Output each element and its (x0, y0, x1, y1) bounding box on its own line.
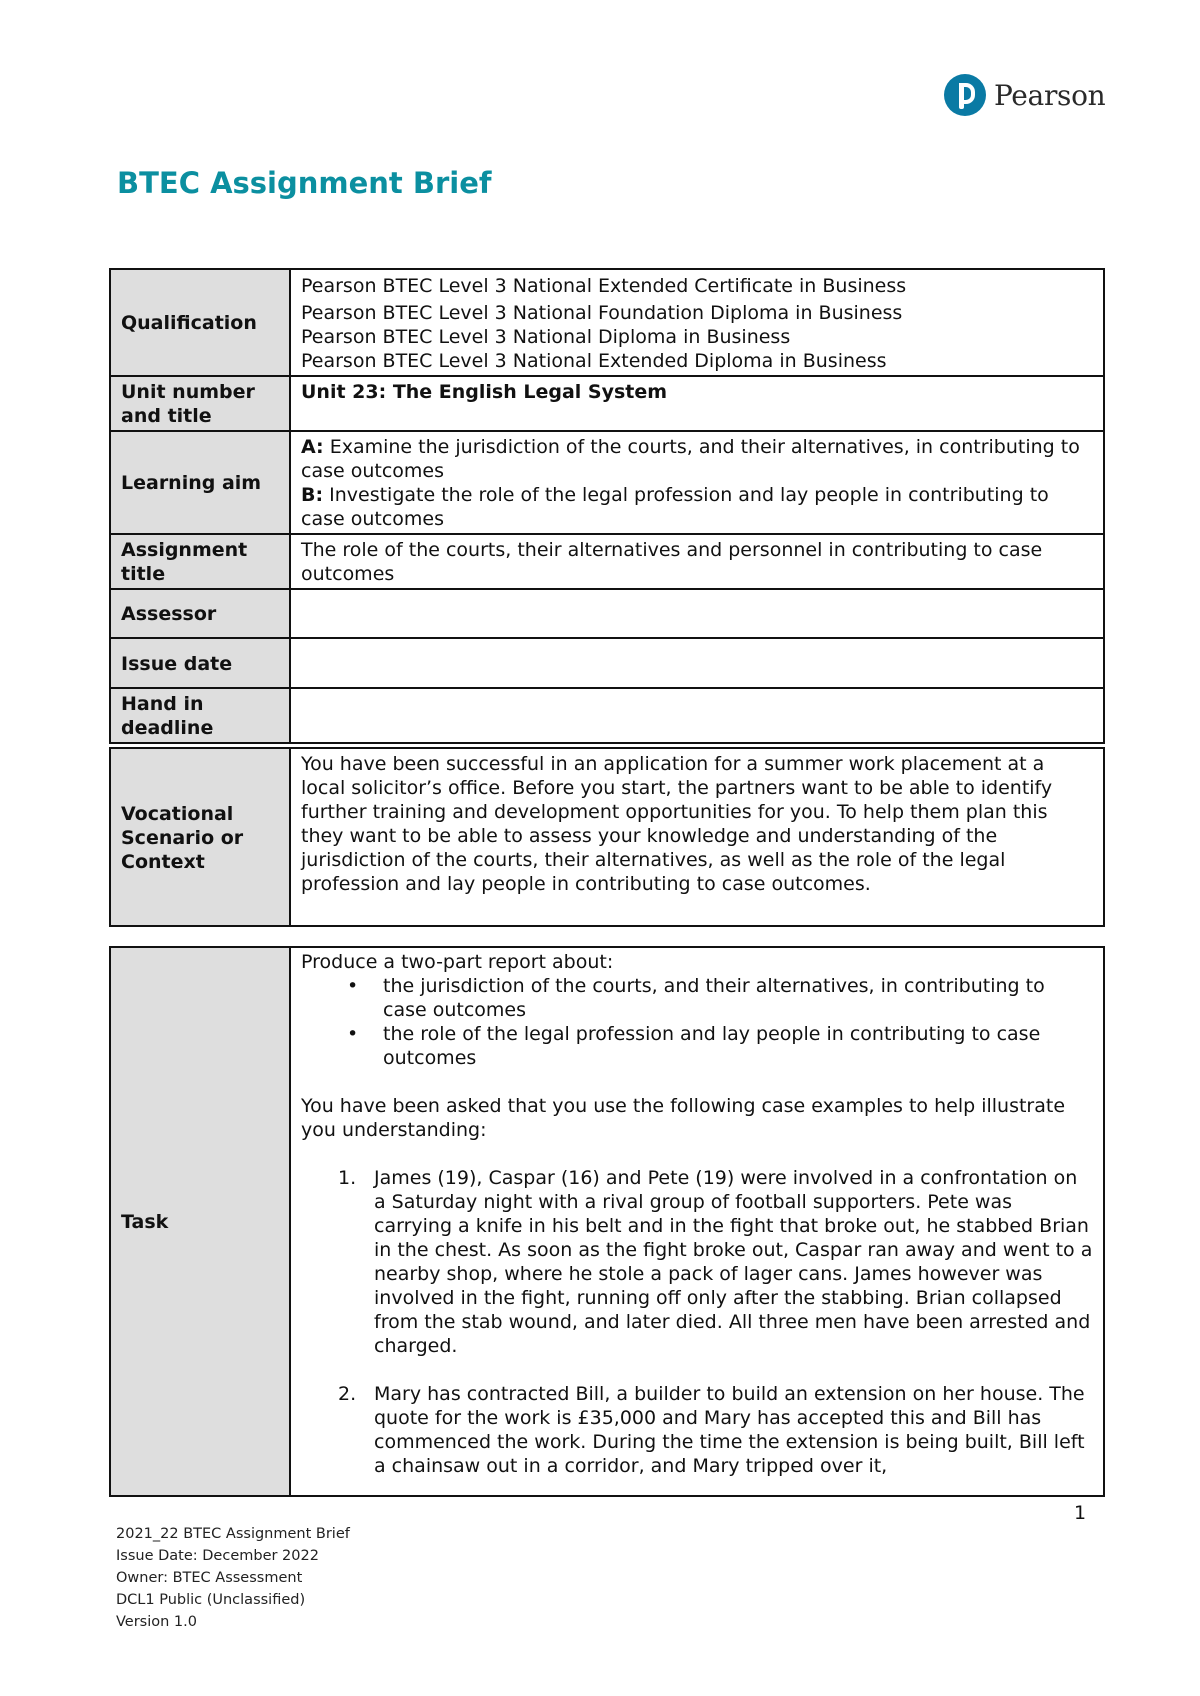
scenario-table (109, 747, 1105, 927)
qualification-line: Pearson BTEC Level 3 National Foundation Diploma in Business (301, 302, 903, 324)
pearson-p-icon (944, 74, 986, 116)
case-number: 2. (338, 1383, 357, 1405)
issue-date-label: Issue date (110, 638, 290, 688)
page-title: BTEC Assignment Brief (117, 166, 492, 200)
learning-aim-label: Learning aim (110, 431, 290, 534)
task-label: Task (110, 947, 290, 1496)
task-content (290, 947, 1104, 1496)
case-text: James (19), Caspar (16) and Pete (19) were involved in a confrontation on a Saturday night with a rival group of football supporters. Pete was carrying a knife in his belt and in the fight that broke out, he stabbed Brian in the chest. As soon as the fight broke out, Caspar ran away and went to a nearby shop, where he stole a pack of lager cans. James however was involved in the fight, running off only after the stabbing. Brian collapsed from the stab wound, and later died. All three men have been arrested and charged. (374, 1167, 1093, 1357)
learning-aim-value (290, 431, 1104, 534)
scenario-label: Vocational Scenario or Context (110, 748, 290, 926)
assignment-title-label: Assignment title (110, 534, 290, 589)
case-number: 1. (338, 1167, 357, 1189)
cases-intro: You have been asked that you use the following case examples to help illustrate you understanding: (301, 1095, 1066, 1141)
list-item: • the jurisdiction of the courts, and their alternatives, in contributing to case outcomes (383, 974, 1094, 1022)
footer-line: Version 1.0 (116, 1614, 197, 1630)
task-bullet-list (301, 974, 1094, 1070)
footer-line: 2021_22 BTEC Assignment Brief (116, 1526, 350, 1542)
issue-date-value[interactable] (290, 638, 1104, 688)
qualification-label: Qualification (110, 269, 290, 376)
task-intro: Produce a two-part report about: (301, 951, 614, 973)
qualification-value (290, 269, 1104, 376)
case-text: Mary has contracted Bill, a builder to build an extension on her house. The quote for the work is £35,000 and Mary has accepted this and Bill has commenced the work. During the time the extension is being built, Bill left a chainsaw out in a corridor, and Mary tripped over it, (374, 1383, 1085, 1477)
case-list (301, 1166, 1094, 1478)
page-number: 1 (1074, 1502, 1087, 1524)
info-table (109, 268, 1105, 744)
assignment-title-value: The role of the courts, their alternatives and personnel in contributing to case outcomes (290, 534, 1104, 589)
unit-label: Unit number and title (110, 376, 290, 431)
qualification-line: Pearson BTEC Level 3 National Diploma in Business (301, 326, 791, 348)
deadline-value[interactable] (290, 688, 1104, 743)
case-item (338, 1166, 1094, 1358)
aim-a: A: Examine the jurisdiction of the courts, and their alternatives, in contributing to case outcomes (301, 436, 1080, 482)
list-item: • the role of the legal profession and lay people in contributing to case outcomes (383, 1022, 1094, 1070)
qualification-line: Pearson BTEC Level 3 National Extended Certificate in Business (301, 275, 907, 297)
unit-value: Unit 23: The English Legal System (290, 376, 1104, 431)
footer-line: DCL1 Public (Unclassified) (116, 1592, 306, 1608)
qualification-line: Pearson BTEC Level 3 National Extended Diploma in Business (301, 350, 887, 372)
footer-line: Owner: BTEC Assessment (116, 1570, 303, 1586)
task-table (109, 946, 1105, 1497)
assessor-value[interactable] (290, 589, 1104, 638)
scenario-text: You have been successful in an application for a summer work placement at a local solicitor’s office. Before you start, the partners want to be able to identify further training and development opportunities for you. To help them plan this they want to be able to assess your knowledge and understanding of the jurisdiction of the courts, their alternatives, as well as the role of the legal profession and lay people in contributing to case outcomes. (290, 748, 1104, 926)
footer (116, 1523, 350, 1633)
aim-b: B: Investigate the role of the legal profession and lay people in contributing to case outcomes (301, 484, 1049, 530)
case-item (338, 1382, 1094, 1478)
pearson-logo (944, 72, 1105, 118)
logo-text: Pearson (994, 78, 1106, 112)
deadline-label: Hand in deadline (110, 688, 290, 743)
footer-line: Issue Date: December 2022 (116, 1548, 319, 1564)
assessor-label: Assessor (110, 589, 290, 638)
